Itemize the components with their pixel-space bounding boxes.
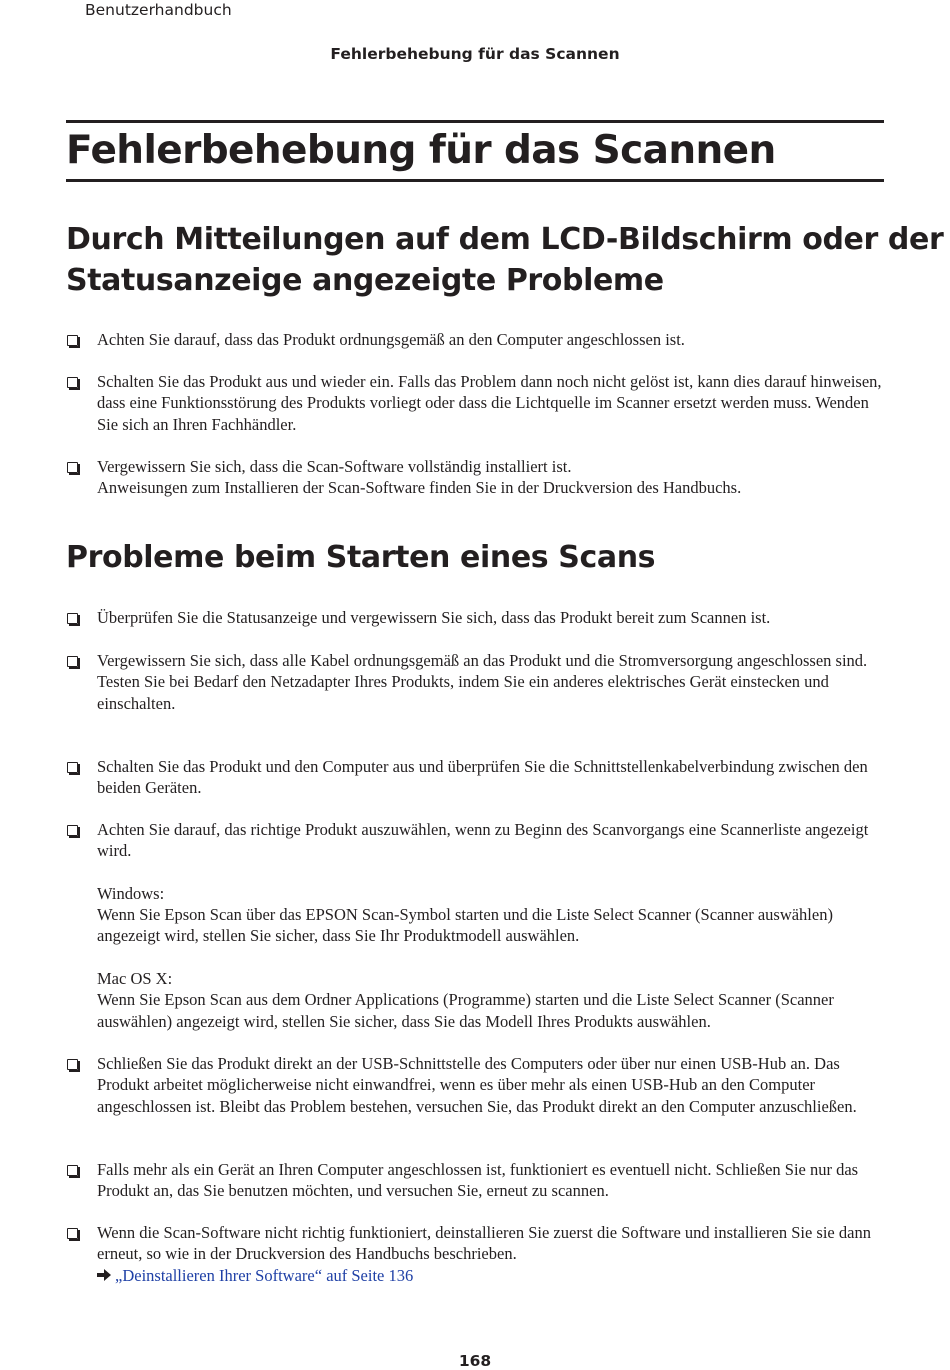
item-text: Vergewissern Sie sich, dass alle Kabel ordnungsgemäß an das Produkt und die Stromversorgung angeschlossen sind.: [97, 651, 868, 670]
item-text: Überprüfen Sie die Statusanzeige und vergewissern Sie sich, dass das Produkt bereit zum Scannen ist.: [97, 608, 771, 627]
list-item: [66, 650, 884, 714]
section-heading-lcd-problems: [66, 219, 943, 301]
item-text: Schalten Sie das Produkt aus und wieder ein. Falls das Problem dann noch nicht gelöst ist, kann dies darauf hinweisen, dass eine Funktionsstörung des Produkts vorliegt oder dass die Lichtquelle im Scanner ersetzt werden muss. Wenden Sie sich an Ihren Fachhändler.: [97, 372, 882, 434]
checkbox-bullet-icon: [67, 1165, 78, 1176]
header-manual-title: Benutzerhandbuch: [85, 1, 232, 19]
list-item: [66, 819, 884, 1032]
list-item: [66, 607, 884, 628]
item-text: Vergewissern Sie sich, dass die Scan-Software vollständig installiert ist.: [97, 457, 572, 476]
arrow-right-icon: [97, 1269, 111, 1281]
item-text: Falls mehr als ein Gerät an Ihren Computer angeschlossen ist, funktioniert es eventuell nicht. Schließen Sie nur das Produkt an, das Sie benutzen möchten, und versuchen Sie, erneut zu scannen.: [97, 1160, 859, 1201]
section-heading-line: Durch Mitteilungen auf dem LCD-Bildschirm oder der: [66, 222, 944, 257]
item-text: Testen Sie bei Bedarf den Netzadapter Ihres Produkts, indem Sie ein anderes elektrisches Gerät einstecken und einschalten.: [97, 672, 829, 713]
checkbox-bullet-icon: [67, 377, 78, 388]
checkbox-bullet-icon: [67, 335, 78, 346]
item-text: Achten Sie darauf, das richtige Produkt auszuwählen, wenn zu Beginn des Scanvorgangs eine Scannerliste angezeigt wird.: [97, 820, 869, 861]
list-item: [66, 329, 884, 350]
header-section-title: Fehlerbehebung für das Scannen: [330, 45, 620, 63]
mac-label: Mac OS X:: [97, 969, 173, 989]
checkbox-bullet-icon: [67, 462, 78, 473]
windows-text: Wenn Sie Epson Scan über das EPSON Scan-Symbol starten und die Liste Select Scanner (Scanner auswählen) angezeigt wird, stellen Sie sicher, dass Sie Ihr Produktmodell auswählen.: [97, 905, 833, 946]
checkbox-bullet-icon: [67, 656, 78, 667]
page-title: Fehlerbehebung für das Scannen: [66, 128, 776, 173]
checkbox-bullet-icon: [67, 613, 78, 624]
item-text: Anweisungen zum Installieren der Scan-Software finden Sie in der Druckversion des Handbuchs.: [97, 478, 742, 498]
item-text: Achten Sie darauf, dass das Produkt ordnungsgemäß an den Computer angeschlossen ist.: [97, 330, 685, 349]
page-number: 168: [458, 1352, 492, 1370]
item-text: Schalten Sie das Produkt und den Computer aus und überprüfen Sie die Schnittstellenkabelverbindung zwischen den beiden Geräten.: [97, 757, 868, 798]
uninstall-software-link[interactable]: „Deinstallieren Ihrer Software“ auf Seite 136: [115, 1265, 414, 1285]
list-item: [66, 1053, 884, 1117]
cross-reference: [97, 1265, 884, 1286]
list-item: [66, 456, 884, 499]
list-item: [66, 756, 884, 799]
list-item: [66, 371, 884, 435]
section-heading-line: Statusanzeige angezeigte Probleme: [66, 263, 664, 298]
windows-label: Windows:: [97, 883, 165, 903]
item-text: Wenn die Scan-Software nicht richtig funktioniert, deinstallieren Sie zuerst die Software und installieren Sie sie dann erneut, so wie in der Druckversion des Handbuchs beschrieben.: [97, 1223, 871, 1264]
title-block: [66, 120, 884, 182]
item-text: Schließen Sie das Produkt direkt an der USB-Schnittstelle des Computers oder über nur einen USB-Hub an. Das Produkt arbeitet möglicherweise nicht einwandfrei, wenn es über mehr als einen USB-Hub an den Computer angeschlossen ist. Bleibt das Problem bestehen, versuchen Sie, das Produkt direkt an den Computer anzuschließen.: [97, 1054, 857, 1116]
list-item: [66, 1222, 884, 1286]
list-item: [66, 1159, 884, 1202]
section-heading-scan-start: Probleme beim Starten eines Scans: [66, 540, 656, 575]
checkbox-bullet-icon: [67, 825, 78, 836]
checkbox-bullet-icon: [67, 762, 78, 773]
checkbox-bullet-icon: [67, 1228, 78, 1239]
checkbox-bullet-icon: [67, 1059, 78, 1070]
mac-text: Wenn Sie Epson Scan aus dem Ordner Applications (Programme) starten und die Liste Select Scanner (Scanner auswählen) angezeigt wird, stellen Sie sicher, dass Sie das Modell Ihres Produkts auswählen.: [97, 990, 834, 1031]
